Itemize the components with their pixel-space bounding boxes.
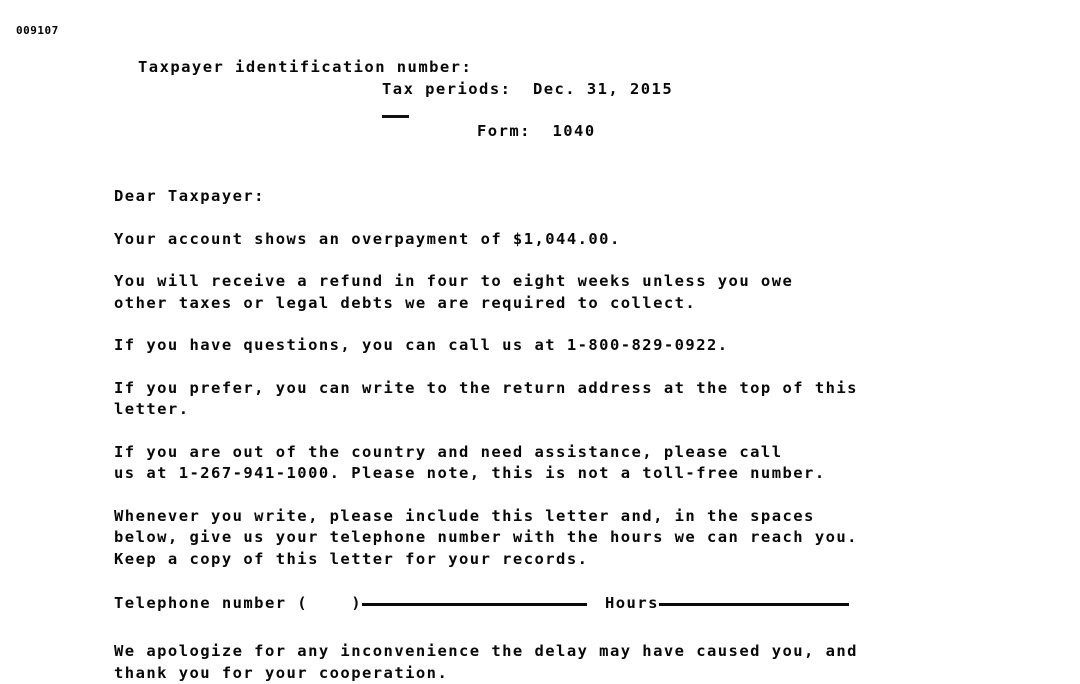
form-line: Form: 1040 [477, 122, 596, 140]
paragraph-write-address [114, 378, 1064, 421]
document-control-number: 009107 [16, 24, 59, 37]
contact-fill-in-line [114, 591, 1064, 613]
paragraph-line: If you prefer, you can write to the return address at the top of this [114, 378, 858, 397]
paragraph-line: us at 1-267-941-1000. Please note, this is not a toll-free number. [114, 464, 826, 482]
paragraph-line: Keep a copy of this letter for your records. [114, 549, 589, 568]
telephone-number-field[interactable] [362, 591, 587, 606]
tax-periods-line: Tax periods: Dec. 31, 2015 [382, 80, 674, 98]
telephone-number-label: Telephone number ( ) [114, 594, 362, 612]
paragraph-out-of-country [114, 442, 1064, 485]
paragraph-include-letter [114, 506, 1064, 571]
letter-body [114, 186, 1064, 634]
redaction-mark [382, 115, 409, 118]
paragraph-refund-timing [114, 271, 1064, 314]
paragraph-line: letter. [114, 400, 190, 418]
taxpayer-identification-number-line: Taxpayer identification number: [138, 58, 473, 76]
paragraph-line: You will receive a refund in four to eight weeks unless you owe [114, 272, 794, 290]
paragraph-line: below, give us your telephone number with the hours we can reach you. [114, 528, 858, 546]
paragraph-line: Whenever you write, please include this letter and, in the spaces [114, 506, 815, 525]
paragraph-overpayment: Your account shows an overpayment of $1,044.00. [114, 229, 621, 248]
paragraph-questions-phone: If you have questions, you can call us at 1-800-829-0922. [114, 336, 729, 354]
paragraph-line: If you are out of the country and need assistance, please call [114, 442, 783, 461]
closing-line: We apologize for any inconvenience the delay may have caused you, and [114, 642, 858, 660]
paragraph-line: other taxes or legal debts we are required to collect. [114, 293, 697, 312]
hours-label: Hours [604, 594, 659, 612]
salutation: Dear Taxpayer: [114, 187, 265, 205]
paragraph-closing [114, 641, 1064, 684]
hours-field[interactable] [659, 591, 849, 606]
closing-line: thank you for your cooperation. [114, 663, 449, 682]
